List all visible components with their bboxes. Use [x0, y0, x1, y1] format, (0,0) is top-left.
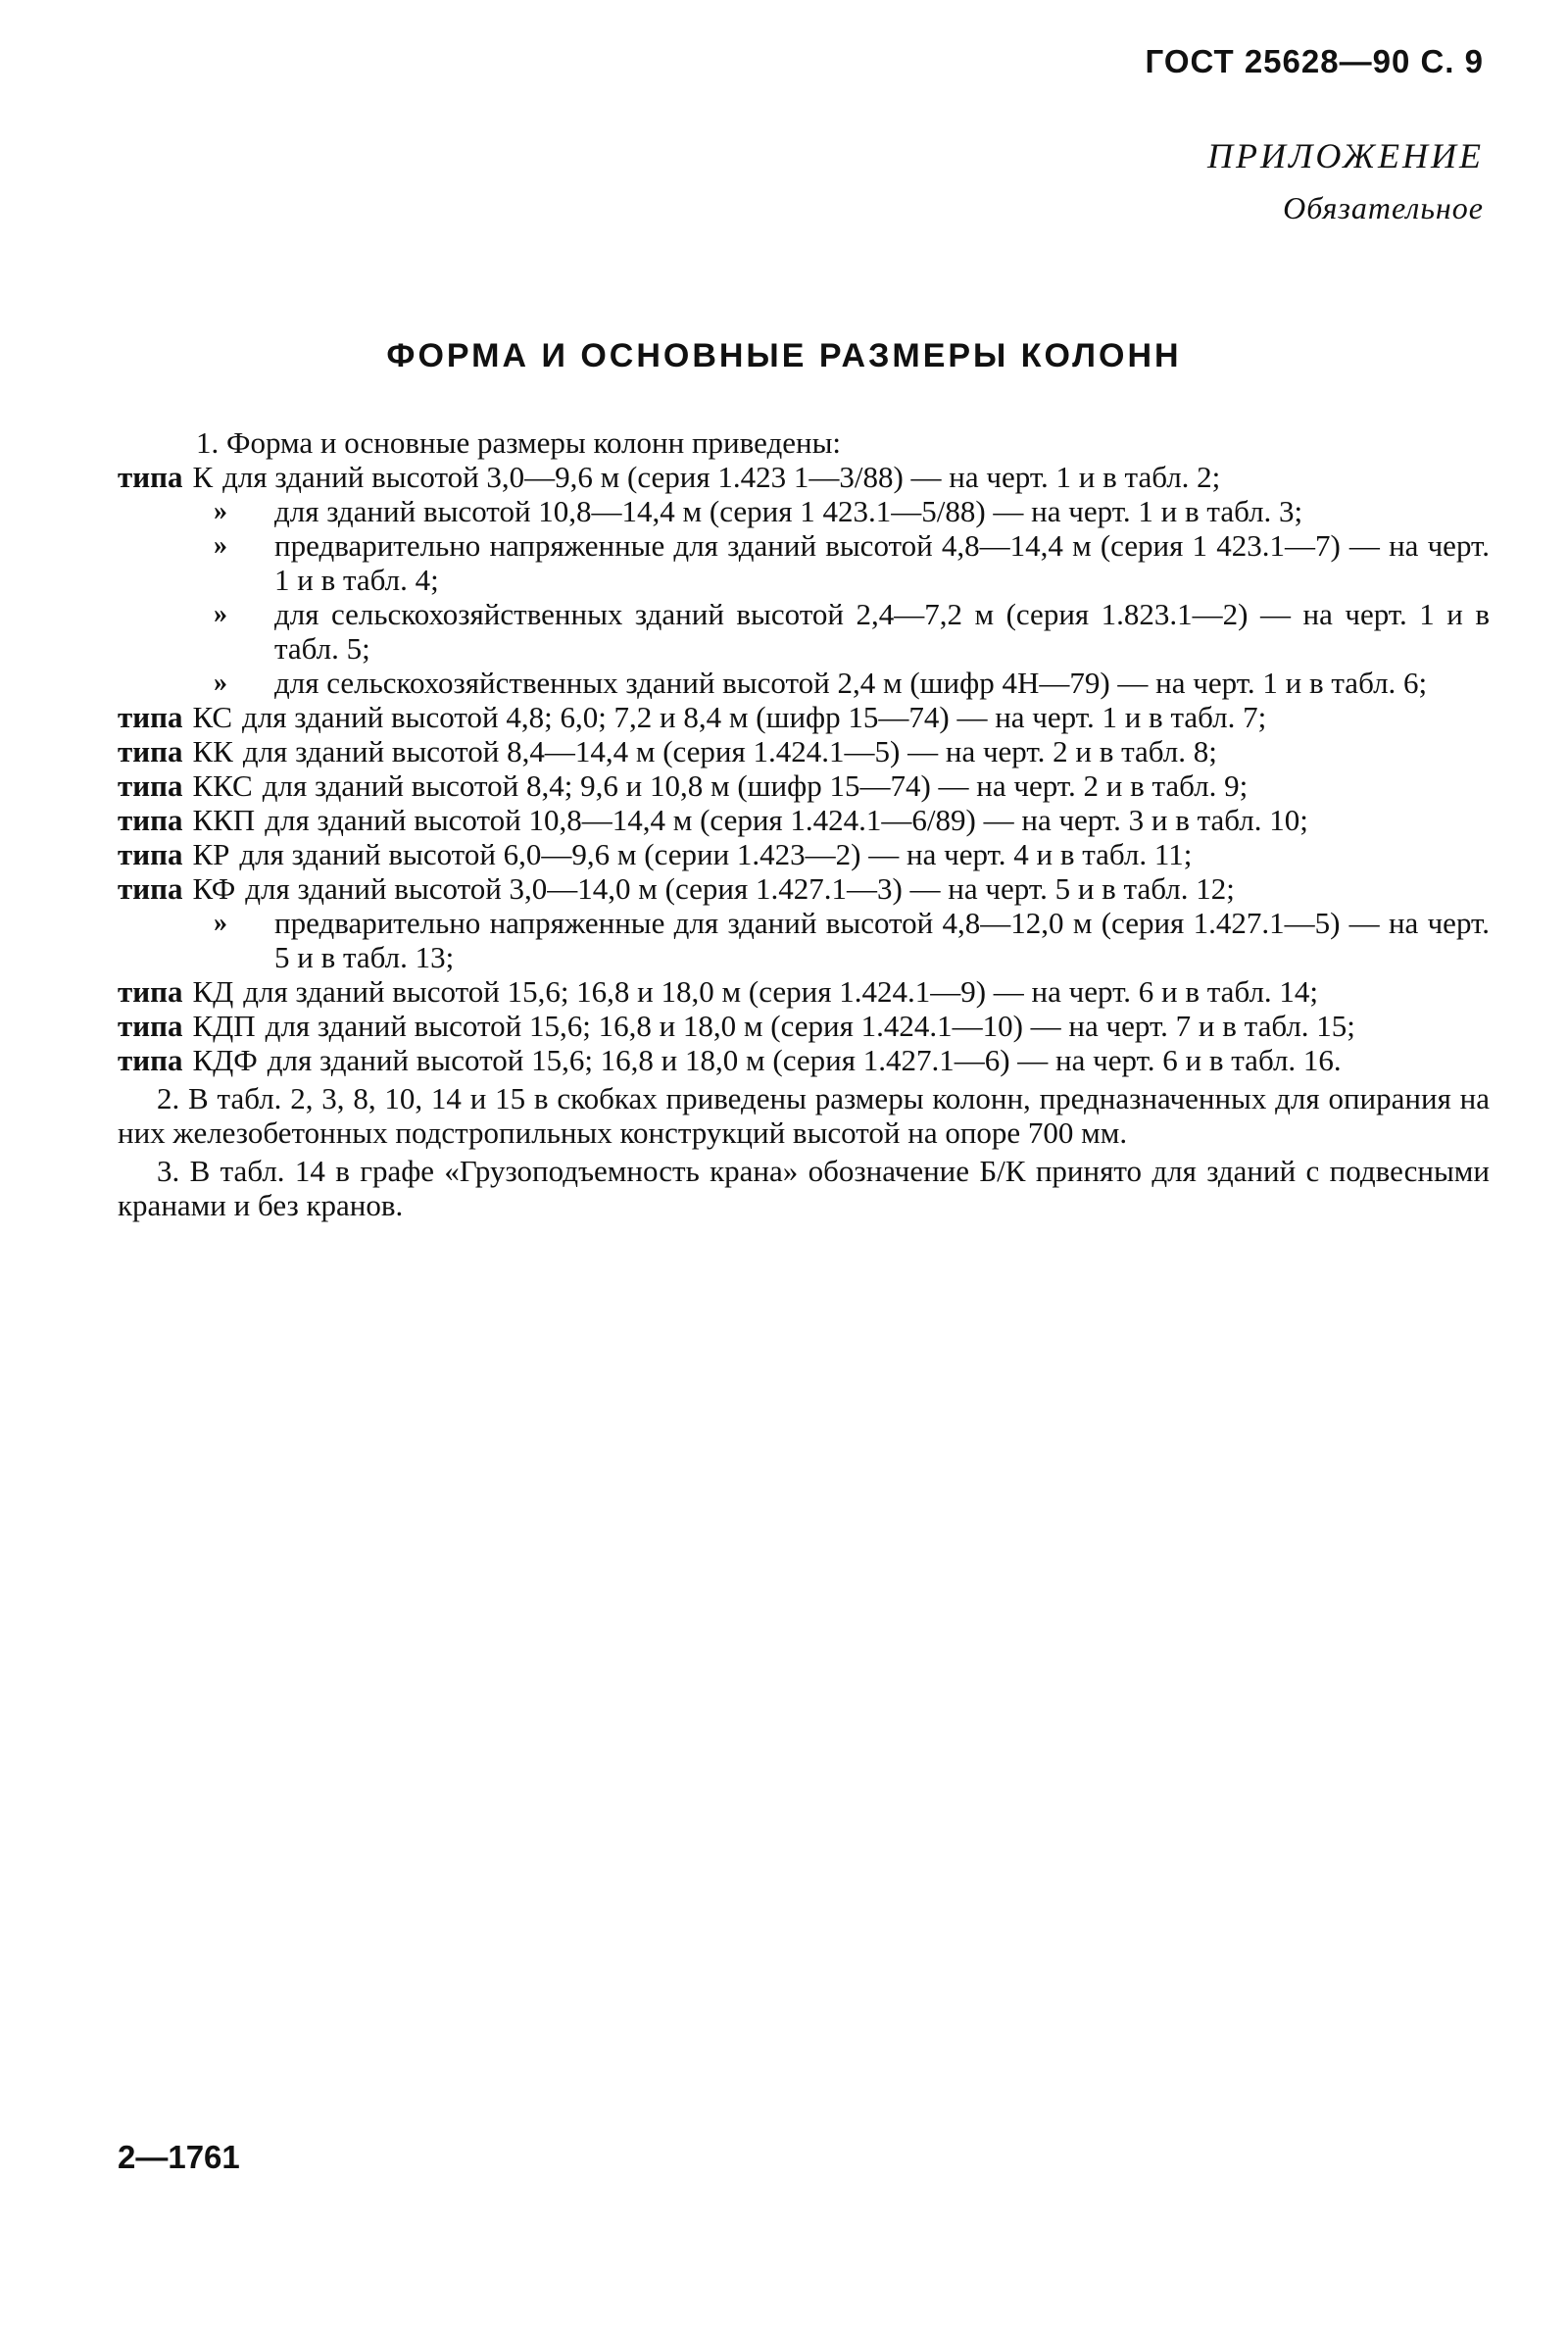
entry-prefix: типа	[118, 460, 183, 494]
list-item	[118, 768, 1490, 803]
entry-code: КС	[192, 700, 233, 734]
entry-prefix: »	[214, 668, 227, 698]
list-item	[118, 460, 1490, 494]
list-item	[118, 734, 1490, 768]
list-item	[118, 974, 1490, 1009]
entry-text: для зданий высотой 6,0—9,6 м (серии 1.423—2) — на черт. 4 и в табл. 11;	[239, 837, 1193, 871]
entry-code: КД	[192, 974, 234, 1009]
list-item	[118, 528, 1490, 597]
entry-prefix: типа	[118, 974, 183, 1009]
note-paragraph-3: 3. В табл. 14 в графе «Грузоподъемность крана» обозначение Б/К принято для зданий с подвесными кранами и без кранов.	[118, 1154, 1490, 1222]
entry-text: предварительно напряженные для зданий высотой 4,8—12,0 м (серия 1.427.1—5) — на черт. 5 и в табл. 13;	[274, 906, 1490, 974]
entry-text: для зданий высотой 3,0—14,0 м (серия 1.427.1—3) — на черт. 5 и в табл. 12;	[245, 871, 1235, 906]
entry-text: для сельскохозяйственных зданий высотой 2,4—7,2 м (серия 1.823.1—2) — на черт. 1 и в табл. 5;	[274, 597, 1490, 666]
entry-prefix: »	[214, 496, 227, 526]
entry-code: К	[192, 460, 214, 494]
entry-prefix: типа	[118, 837, 183, 871]
entry-text: для зданий высотой 8,4—14,4 м (серия 1.424.1—5) — на черт. 2 и в табл. 8;	[242, 734, 1217, 768]
entry-prefix: типа	[118, 734, 183, 768]
entry-prefix: »	[214, 599, 227, 629]
entry-prefix: »	[214, 530, 227, 561]
list-item	[118, 494, 1490, 528]
list-item	[118, 666, 1490, 700]
page-footer: 2—1761	[118, 2139, 240, 2175]
entry-prefix: типа	[118, 871, 183, 906]
entry-text: для зданий высотой 4,8; 6,0; 7,2 и 8,4 м (шифр 15—74) — на черт. 1 и в табл. 7;	[242, 700, 1267, 734]
list-item	[118, 837, 1490, 871]
list-item	[118, 906, 1490, 974]
entry-text: предварительно напряженные для зданий высотой 4,8—14,4 м (серия 1 423.1—7) — на черт. 1 и в табл. 4;	[274, 528, 1490, 597]
entry-prefix: »	[214, 908, 227, 938]
entry-prefix: типа	[118, 1043, 183, 1077]
note-paragraph-2: 2. В табл. 2, 3, 8, 10, 14 и 15 в скобках приведены размеры колонн, предназначенных для опирания на них железобетонных подстропильных конструкций высотой на опоре 700 мм.	[118, 1081, 1490, 1150]
entry-code: ККП	[192, 803, 256, 837]
intro-paragraph: 1. Форма и основные размеры колонн приведены:	[196, 425, 842, 460]
list-item	[118, 803, 1490, 837]
entry-text: для зданий высотой 15,6; 16,8 и 18,0 м (серия 1.424.1—10) — на черт. 7 и в табл. 15;	[265, 1009, 1355, 1043]
page-header: ГОСТ 25628—90 С. 9	[1145, 43, 1484, 79]
entry-code: КФ	[192, 871, 236, 906]
entry-prefix: типа	[118, 700, 183, 734]
entry-text: для зданий высотой 8,4; 9,6 и 10,8 м (шифр 15—74) — на черт. 2 и в табл. 9;	[262, 768, 1249, 803]
entry-code: ККС	[192, 768, 253, 803]
entry-text: для зданий высотой 3,0—9,6 м (серия 1.423 1—3/88) — на черт. 1 и в табл. 2;	[222, 460, 1221, 494]
entry-text: для зданий высотой 15,6; 16,8 и 18,0 м (серия 1.427.1—6) — на черт. 6 и в табл. 16.	[267, 1043, 1342, 1077]
entry-text: для зданий высотой 10,8—14,4 м (серия 1 423.1—5/88) — на черт. 1 и в табл. 3;	[274, 494, 1303, 528]
entry-code: КДФ	[192, 1043, 258, 1077]
list-item	[118, 700, 1490, 734]
document-body	[118, 425, 1490, 1222]
list-item	[118, 1043, 1490, 1077]
section-title: ФОРМА И ОСНОВНЫЕ РАЗМЕРЫ КОЛОНН	[386, 337, 1182, 374]
list-item	[118, 597, 1490, 666]
entry-text: для зданий высотой 10,8—14,4 м (серия 1.424.1—6/89) — на черт. 3 и в табл. 10;	[265, 803, 1308, 837]
appendix-label	[1207, 135, 1484, 226]
entry-text: для зданий высотой 15,6; 16,8 и 18,0 м (серия 1.424.1—9) — на черт. 6 и в табл. 14;	[243, 974, 1319, 1009]
entry-prefix: типа	[118, 1009, 183, 1043]
entries-list	[118, 460, 1490, 1077]
entry-prefix: типа	[118, 803, 183, 837]
appendix-status: Обязательное	[1283, 190, 1484, 225]
list-item	[118, 871, 1490, 906]
entry-code: КК	[192, 734, 233, 768]
entry-text: для сельскохозяйственных зданий высотой 2,4 м (шифр 4Н—79) — на черт. 1 и в табл. 6;	[274, 666, 1428, 700]
list-item	[118, 1009, 1490, 1043]
entry-code: КР	[192, 837, 230, 871]
entry-code: КДП	[192, 1009, 256, 1043]
appendix-title: ПРИЛОЖЕНИЕ	[1207, 136, 1484, 175]
entry-prefix: типа	[118, 768, 183, 803]
